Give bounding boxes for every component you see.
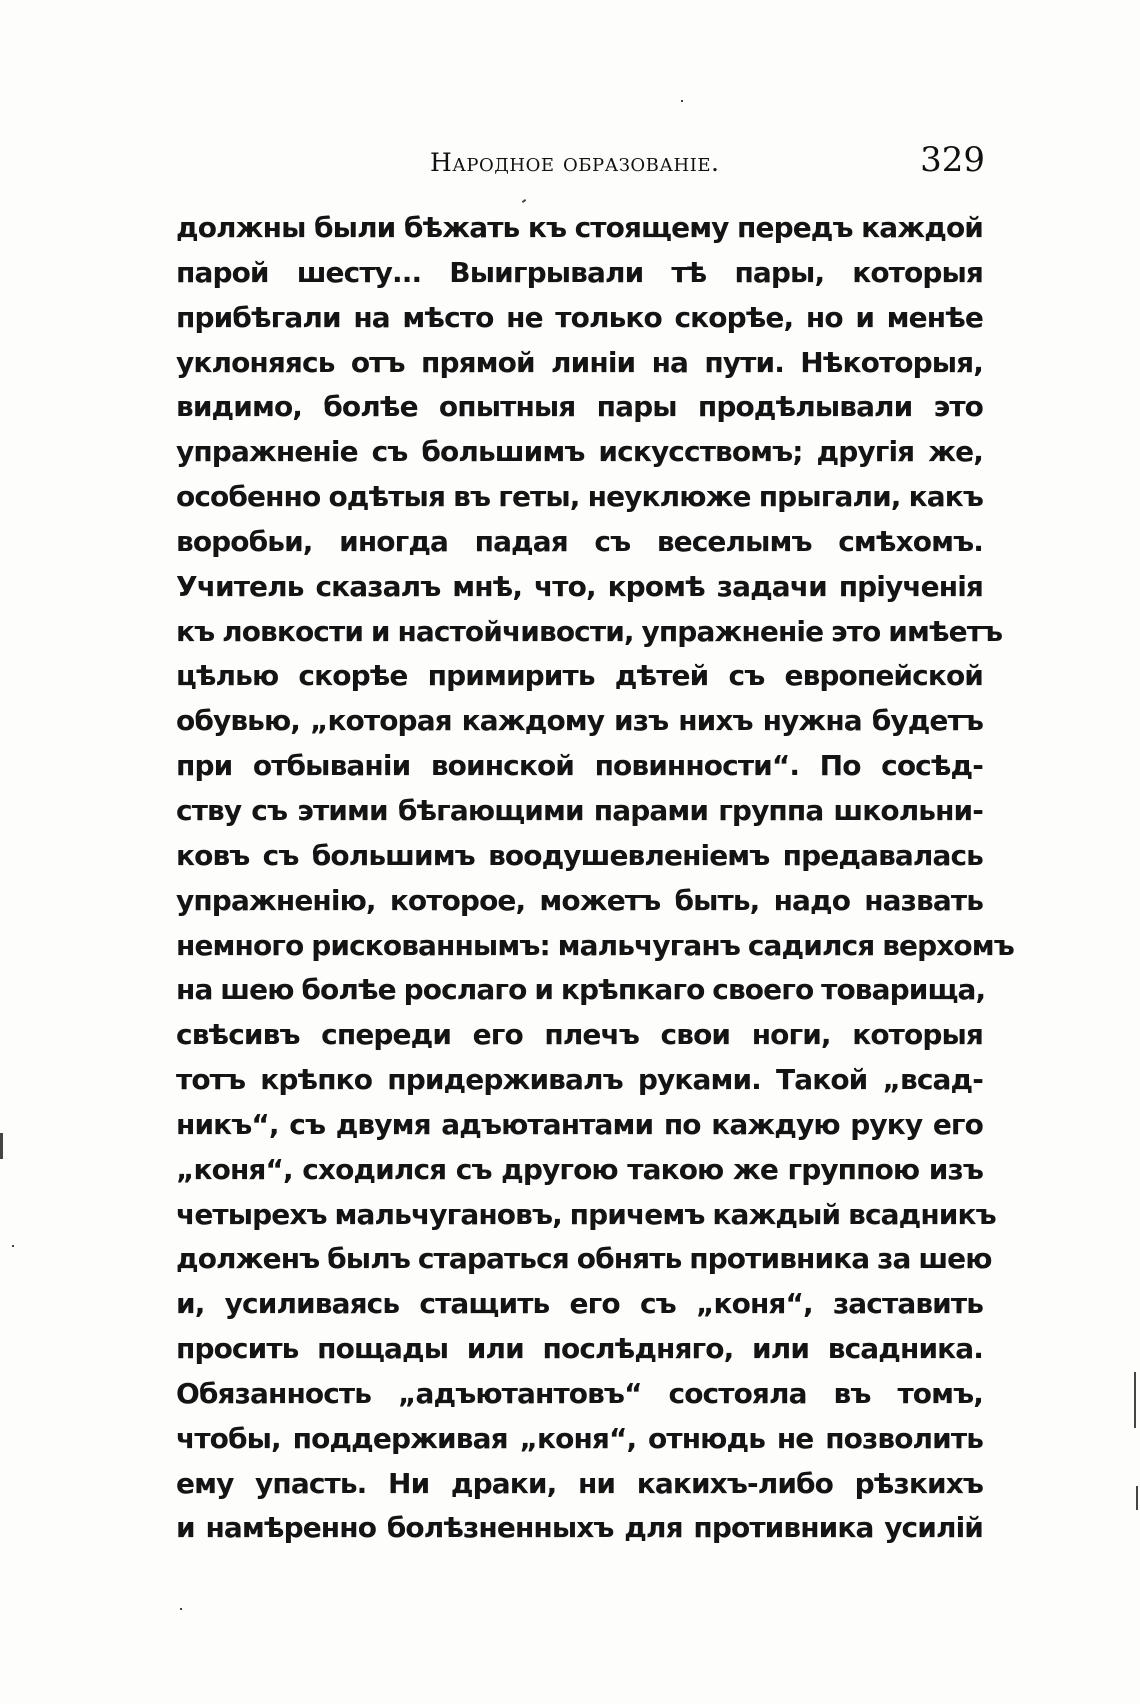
scan-speck [522, 199, 526, 203]
text-line: уклоняясь отъ прямой линіи на пути. Нѣкоторыя, [176, 345, 983, 379]
scan-edge-mark [0, 1133, 3, 1159]
text-line: обувью, „которая каждому изъ нихъ нужна будетъ [176, 704, 983, 738]
text-line: четырехъ мальчугановъ, причемъ каждый всадникъ [176, 1197, 996, 1231]
text-line: свѣсивъ спереди его плечъ свои ноги, которыя [176, 1018, 983, 1052]
scan-edge-mark [1136, 1486, 1138, 1510]
text-line: Учитель сказалъ мнѣ, что, кромѣ задачи пріученія [176, 569, 983, 603]
text-line: просить пощады или послѣдняго, или всадника. [176, 1332, 983, 1366]
running-head [175, 140, 985, 186]
text-line: воробьи, иногда падая съ веселымъ смѣхомъ. [176, 524, 983, 558]
text-line: видимо, болѣе опытныя пары продѣлывали это [176, 390, 983, 424]
text-line: упражненію, которое, можетъ быть, надо назвать [176, 883, 983, 917]
text-line: немного рискованнымъ: мальчуганъ садился верхомъ [176, 928, 1014, 962]
text-line: при отбываніи воинской повинности“. По сосѣд- [176, 749, 983, 783]
text-line: цѣлью скорѣе примирить дѣтей съ европейской [176, 659, 983, 693]
text-line: ству съ этими бѣгающими парами группа школьни- [176, 793, 983, 827]
text-line: ковъ съ большимъ воодушевленіемъ предавалась [176, 838, 983, 872]
text-line: и, усиливаясь стащить его съ „коня“, заставить [176, 1287, 983, 1321]
scan-speck [180, 1608, 182, 1610]
scan-speck [681, 100, 683, 102]
text-line: Обязанность „адъютантовъ“ состояла въ томъ, [176, 1376, 983, 1410]
text-line: тотъ крѣпко придерживалъ руками. Такой „всад- [176, 1063, 983, 1097]
page-number: 329 [920, 140, 985, 180]
running-head-title: Народное образованіе. [430, 148, 720, 177]
text-line: долженъ былъ стараться обнять противника за шею [176, 1242, 992, 1276]
text-line: „коня“, сходился съ другою такою же группою изъ [176, 1152, 983, 1186]
text-line: особенно одѣтыя въ геты, неуклюже прыгали, какъ [176, 480, 983, 514]
text-line: никъ“, съ двумя адъютантами по каждую руку его [176, 1107, 983, 1141]
text-line: и намѣренно болѣзненныхъ для противника усилій [176, 1511, 983, 1545]
text-line: на шею болѣе рослаго и крѣпкаго своего товарища, [176, 973, 986, 1007]
body-text [176, 206, 1014, 1551]
scan-edge-mark [1134, 1372, 1136, 1428]
scan-speck [12, 1245, 14, 1247]
text-line: прибѣгали на мѣсто не только скорѣе, но и менѣе [176, 300, 983, 334]
text-line: парой шесту... Выигрывали тѣ пары, которыя [176, 255, 983, 289]
text-line: упражненіе съ большимъ искусствомъ; другія же, [176, 435, 983, 469]
text-line: ему упасть. Ни драки, ни какихъ-либо рѣзкихъ [176, 1466, 983, 1500]
text-line: чтобы, поддерживая „коня“, отнюдь не позволить [176, 1421, 983, 1455]
text-line: къ ловкости и настойчивости, упражненіе это имѣетъ [176, 614, 1003, 648]
text-line: должны были бѣжать къ стоящему передъ каждой [176, 211, 983, 244]
